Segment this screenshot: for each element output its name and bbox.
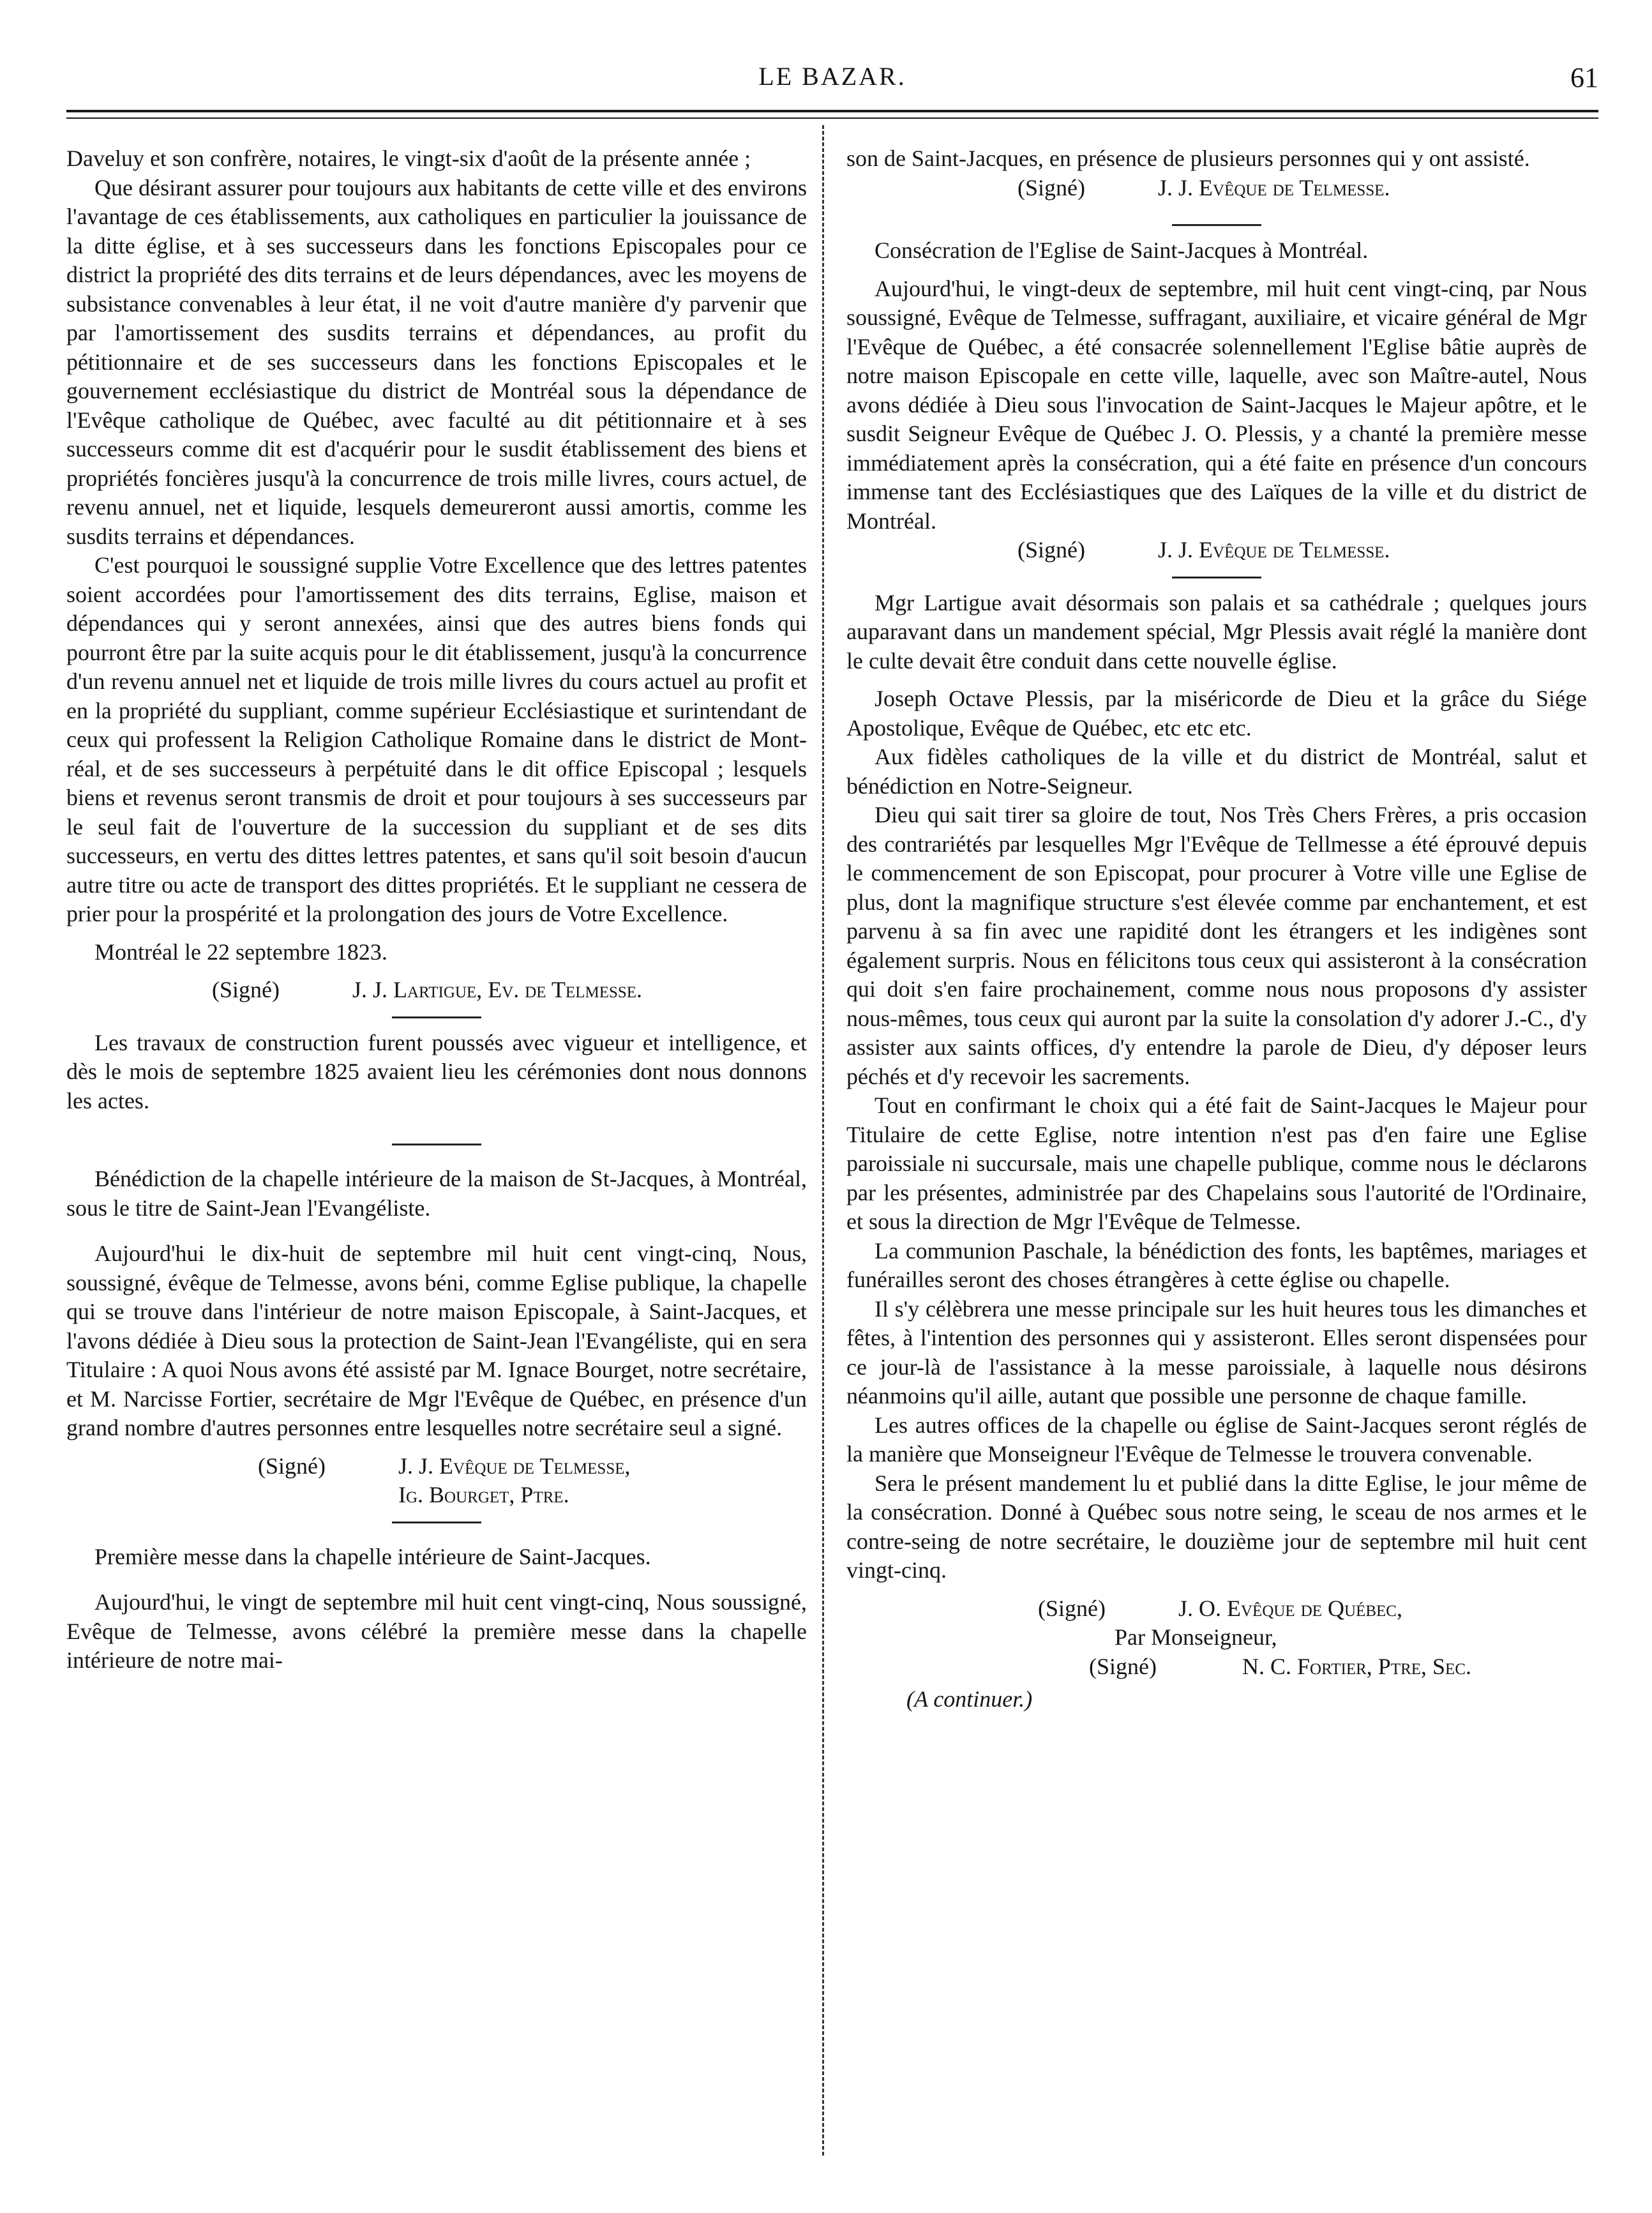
- signature: [846, 536, 1587, 565]
- paragraph: Daveluy et son confrère, notaires, le vingt-six d'août de la présente année ;: [66, 146, 751, 171]
- header-rule-thick: [66, 110, 1598, 112]
- paragraph: Il s'y célèbrera une messe principale sur les huit heures tous les dimanches et fêtes, à l'intention des personnes qui y assisteront. Elles seront dispensées pour ce jour-là de l'assistance à la messe paroissiale, à laquelle nous désirons néanmoins qu'il aille, autant que possible une personne de chaque famille.: [846, 1295, 1587, 1409]
- continued-note: (A continuer.): [906, 1686, 1033, 1712]
- left-column: [66, 144, 807, 1675]
- signature-name: J. J. Evêque de Telmesse.: [1158, 174, 1390, 200]
- paragraph: Mgr Lartigue avait désormais son palais et sa cathédrale ; quelques jours auparavant dans un mandement spécial, Mgr Plessis avait réglé la manière dont le culte devait être conduit dans cette nouvelle église.: [846, 589, 1587, 674]
- section-heading: Première messe dans la chapelle intérieure de Saint-Jacques.: [94, 1543, 651, 1569]
- paragraph: Aux fidèles catholiques de la ville et du district de Montréal, salut et bénédiction en Notre-Seigneur.: [846, 744, 1587, 799]
- signature-label: (Signé): [1089, 1653, 1157, 1679]
- signature: [846, 174, 1587, 203]
- signature: [66, 1481, 807, 1510]
- signature-label: (Signé): [212, 977, 280, 1002]
- section-rule: [1172, 577, 1261, 578]
- date-line: Montréal le 22 septembre 1823.: [94, 939, 387, 965]
- section-heading: Bénédiction de la chapelle intérieure de la maison de St-Jacques, à Montréal, sous le titre de Saint-Jean l'Evangéliste.: [66, 1166, 807, 1221]
- signature-name: J. J. Evêque de Telmesse.: [1158, 537, 1390, 563]
- section-rule: [392, 1522, 481, 1523]
- signature: [66, 1452, 807, 1481]
- paragraph: Les travaux de construction furent poussés avec vigueur et intelligence, et dès le mois de septembre 1825 avaient lieu les cérémonies dont nous donnons les actes.: [66, 1029, 807, 1114]
- paragraph: Aujourd'hui, le vingt-deux de septembre, mil huit cent vingt-cinq, par Nous soussigné, Evêque de Telmesse, suffragant, auxiliaire, et vicaire général de Mgr l'Evêque de Québec, a été consacrée solennellement l'Eglise bâtie auprès de notre maison Episcopale en cette ville, laquelle, avec son Maître-autel, Nous avons dédiée à Dieu sous l'invocation de Saint-Jacques le Majeur apôtre, et le susdit Seigneur Evêque de Québec J. O. Plessis, y a chanté la première messe immédiatement après la consécration, qui a été faite en présence d'un concours immense tant des Ecclésiastiques que des Laïques de la ville et du district de Montréal.: [846, 275, 1587, 534]
- par-monseigneur: Par Monseigneur,: [1115, 1624, 1277, 1650]
- signature-label: (Signé): [1017, 174, 1085, 200]
- paragraph: Joseph Octave Plessis, par la miséricorde de Dieu et la grâce du Siége Apostolique, Evêque de Québec, etc etc etc.: [846, 686, 1587, 741]
- signature-name: N. C. Fortier, Ptre, Sec.: [1242, 1653, 1472, 1679]
- paragraph: Les autres offices de la chapelle ou église de Saint-Jacques seront réglés de la manière que Monseigneur l'Evêque de Telmesse le trouvera convenable.: [846, 1412, 1587, 1467]
- paragraph: Sera le présent mandement lu et publié dans la ditte Eglise, le jour même de la consécration. Donné à Québec sous notre seing, le sceau de nos armes et le contre-seing de notre secrétaire, le douzième jour de septembre mil huit cent vingt-cinq.: [846, 1470, 1587, 1583]
- paragraph: La communion Paschale, la bénédiction des fonts, les baptêmes, mariages et funérailles seront des choses étrangères à cette église ou chapelle.: [846, 1237, 1587, 1292]
- page-number: 61: [1570, 62, 1598, 93]
- header-rule-thin: [66, 117, 1598, 119]
- paragraph: Aujourd'hui le dix-huit de septembre mil huit cent vingt-cinq, Nous, soussigné, évêque de Telmesse, avons béni, comme Eglise publique, la chapelle qui se trouve dans l'intérieur de notre maison Episcopale, à Saint-Jacques, et l'avons dédiée à Dieu sous la protection de Saint-Jean l'Evangéliste, qui en sera Titulaire : A quoi Nous avons été assisté par M. Ignace Bourget, notre secrétaire, et M. Narcisse Fortier, secrétaire de Mgr l'Evêque de Québec, en présence d'un grand nombre d'autres personnes entre lesquelles notre secrétaire seul a signé.: [66, 1241, 807, 1440]
- signature-label: (Signé): [258, 1453, 326, 1479]
- signature-name: Ig. Bourget, Ptre.: [398, 1482, 569, 1507]
- header-title: LE BAZAR.: [758, 62, 906, 91]
- signature-name: J. O. Evêque de Québec,: [1178, 1595, 1402, 1621]
- signature-label: (Signé): [1017, 537, 1085, 563]
- signature: [846, 1652, 1587, 1682]
- paragraph: Que désirant assurer pour toujours aux habitants de cette ville et des environs l'avantage de ces établissements, aux catholiques en particulier la jouissance de la ditte église, et à ses successeurs dans les fonctions Episcopales pour ce district la propriété des dits terrains et de leurs dépendances, avec les moyens de subsistance convenables à leur état, il ne voit d'autre manière d'y parvenir que par l'amortissement des susdits terrains et dépendances, au profit du pétitionnaire et de ses successeurs dans les fonctions Episcopales et le gouvernement ecclésiastique du district de Montréal sous la dépendance de l'Evêque catholique de Québec, avec faculté au dit pétitionnaire et à ses successeurs comme dit est d'acquérir pour le susdit établissement des biens et propriétés foncières jusqu'à la concurrence de trois mille livres, cours actuel, de revenu annuel, net et liquide, lesquels demeureront aussi amortis, comme les susdits terrains et dépendances.: [66, 174, 807, 549]
- right-column: [846, 144, 1587, 1714]
- section-rule: [1172, 224, 1261, 226]
- section-rule: [392, 1144, 481, 1145]
- column-divider: [822, 125, 824, 2156]
- paragraph: Aujourd'hui, le vingt de septembre mil huit cent vingt-cinq, Nous soussigné, Evêque de Telmesse, avons célébré la première messe dans la chapelle intérieure de notre mai-: [66, 1589, 807, 1673]
- signature: [66, 976, 807, 1005]
- signature-name: J. J. Evêque de Telmesse,: [398, 1453, 631, 1479]
- signature-label: (Signé): [1038, 1595, 1106, 1621]
- paragraph: Tout en confirmant le choix qui a été fait de Saint-Jacques le Majeur pour Titulaire de cette Eglise, notre intention n'est pas d'en faire une Eglise paroissiale ni succursale, mais une chapelle publique, comme nous le déclarons par les présentes, administrée par des Chapelains sous l'autorité de l'Ordinaire, et sous la direction de Mgr l'Evêque de Telmesse.: [846, 1092, 1587, 1234]
- section-heading: Consécration de l'Eglise de Saint-Jacques à Montréal.: [875, 238, 1369, 263]
- signature-name: J. J. Lartigue, Ev. de Telmesse.: [352, 977, 643, 1002]
- paragraph: C'est pourquoi le soussigné supplie Votre Excellence que des lettres patentes soient accordées pour l'amortissement des dits terrains, Eglise, maison et dépendances qui y seront annexées, ainsi que des autres biens fonds qui pourront être par la suite acquis pour le dit établissement, jusqu'à la concurrence d'un revenu annuel net et liquide de trois mille livres du cours actuel au profit et en la propriété du suppliant, comme supérieur Ecclésiastique et surintendant de ceux qui professent la Religion Catholique Romaine dans le district de Mont-réal, et de ses successeurs à perpétuité dans le dit office Episcopal ; lesquels biens et revenus seront transmis de droit et pour toujours à ses successeurs par le seul fait de l'ouverture de la succession du suppliant et de ses dits successeurs, en vertu des dittes lettres patentes, et sans qu'il soit besoin d'aucun autre titre ou acte de transport des dittes propriétés. Et le suppliant ne cessera de prier pour la prospérité et la prolongation des jours de Votre Excellence.: [66, 552, 807, 926]
- paragraph: son de Saint-Jacques, en présence de plusieurs personnes qui y ont assisté.: [846, 146, 1530, 171]
- signature: [846, 1594, 1587, 1624]
- page-header: [66, 61, 1598, 100]
- paragraph: Dieu qui sait tirer sa gloire de tout, Nos Très Chers Frères, a pris occasion des contrariétés par lesquelles Mgr l'Evêque de Tellmesse a été éprouvé depuis le commencement de son Episcopat, pour procurer à Votre ville une Eglise de plus, dont la magnifique structure s'est élevée comme par enchantement, et est parvenu à sa fin avec une rapidité dont les étrangers et les indigènes sont également surpris. Nous en félicitons tous ceux qui assisteront à la consécration qui doit s'en faire prochainement, comme nous nous proposons d'y assister nous-mêmes, tous ceux qui auront par la suite la consolation d'y adorer J.-C., d'y assister aux saints offices, d'y entendre la parole de Dieu, d'y déposer leurs péchés et d'y recevoir les sacrements.: [846, 802, 1587, 1089]
- section-rule: [392, 1016, 481, 1018]
